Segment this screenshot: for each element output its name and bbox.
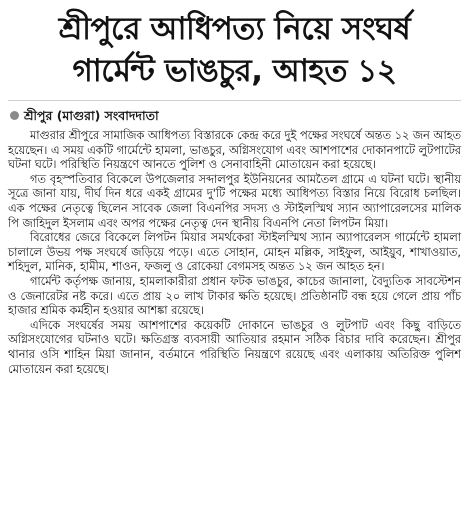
article-paragraph-3: বিরোধের জেরে বিকেলে লিপটন মিয়ার সমর্থকেরা স্টাইলস্মিথ স্যান অ্যাপারেলস গার্মেন্টে হামলা চালালে উভয় পক্ষ সংঘর্ষে জড়িয়ে পড়ে। এতে সোহান, মোহন মল্লিক, সাইফুল, আইয়ুব, শাখাওয়াত, শহিদুল, মানিক, হামীম, শাওন, ফজলু ও রোকেয়া বেগমসহ অন্তত ১২ জন আহত হন। xyxy=(8,231,461,274)
headline xyxy=(8,8,461,92)
article-body xyxy=(8,129,461,377)
article-paragraph-2: গত বৃহস্পতিবার বিকেলে উপজেলার সব্দালপুর ইউনিয়নের আমতৈল গ্রামে এ ঘটনা ঘটে। স্থানীয় সূত্রে জানা যায়, দীর্ঘ দিন ধরে একই গ্রামের দু'টি পক্ষের মধ্যে আধিপত্য বিস্তার নিয়ে বিরোধ চলছিল। এক পক্ষের নেতৃত্বে ছিলেন সাবেক জেলা বিএনপির সদস্য ও স্টাইলস্মিথ স্যান অ্যাপারেলসের মালিক পি জাহিদুল ইসলাম এবং অপর পক্ষের নেতৃত্ব দেন স্থানীয় বিএনপি নেতা লিপটন মিয়া। xyxy=(8,172,461,230)
article-paragraph-4: গার্মেন্ট কর্তৃপক্ষ জানায়, হামলাকারীরা প্রধান ফটক ভাঙচুর, কাচের জানালা, বৈদ্যুতিক সাবস্টেশন ও জেনারেটর নষ্ট করে। এতে প্রায় ২০ লাখ টাকার ক্ষতি হয়েছে। প্রতিষ্ঠানটি বন্ধ হয়ে গেলে প্রায় পাঁচ হাজার শ্রমিক কর্মহীন হওয়ার আশঙ্কা রয়েছে। xyxy=(8,274,461,318)
headline-line-2: গার্মেন্ট ভাঙচুর, আহত ১২ xyxy=(72,53,397,89)
article-paragraph-5: এদিকে সংঘর্ষের সময় আশপাশের কয়েকটি দোকানে ভাঙচুর ও লুটপাট এবং কিছু বাড়িতে অগ্নিসংযোগের ঘটনাও ঘটে। ক্ষতিগ্রস্ত ব্যবসায়ী আতিয়ার রহমান সঠিক বিচার দাবি করেছেন। শ্রীপুর থানার ওসি শাহিন মিয়া জানান, বর্তমানে পরিস্থিতি নিয়ন্ত্রণে রয়েছে এবং এলাকায় অতিরিক্ত পুলিশ মোতায়েন করা হয়েছে। xyxy=(8,318,461,376)
byline xyxy=(10,107,469,125)
article-paragraph-1: মাগুরার শ্রীপুরে সামাজিক আধিপত্য বিস্তারকে কেন্দ্র করে দুই পক্ষের সংঘর্ষে অন্তত ১২ জন আহত হয়েছেন। এ সময় একটি গার্মেন্টে হামলা, ভাঙচুর, অগ্নিসংযোগ এবং আশপাশের দোকানপাটে লুটপাটের ঘটনা ঘটে। পরিস্থিতি নিয়ন্ত্রণে আনতে পুলিশ ও সেনাবাহিনী মোতায়েন করা হয়েছে। xyxy=(8,129,461,172)
byline-text: শ্রীপুর (মাগুরা) সংবাদদাতা xyxy=(24,108,159,123)
headline-line-1: শ্রীপুরে আধিপত্য নিয়ে সংঘর্ষ xyxy=(58,11,411,47)
headline-divider xyxy=(8,100,461,101)
bullet-icon xyxy=(10,111,19,120)
